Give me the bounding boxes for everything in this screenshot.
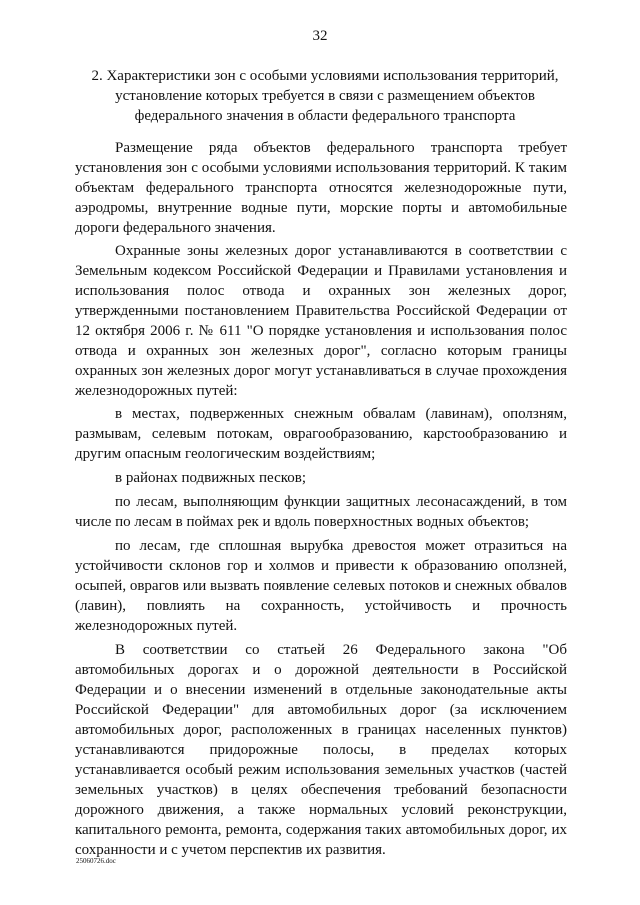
list-item-hazard-areas: в местах, подверженных снежным обвалам (лавинам), оползням, размывам, селевым потокам, оврагообразованию, карстообразованию и другим опасным геологическим воздействиям; [75, 406, 567, 462]
paragraph-roadside-strips: В соответствии со статьей 26 Федерального закона "Об автомобильных дорогах и о дорожной деятельности в Российской Федерации и о внесении изменений в отдельные законодательные акты Российской Федерации" для автомобильных дорог (за исключением автомобильных дорог, расположенных в границах населенных пунктов) устанавливаются придорожные полосы, в пределах которых устанавливается особый режим использования земельных участков (частей земельных участков) в целях обеспечения требований безопасности дорожного движения, а также нормальных условий реконструкции, капитального ремонта, ремонта, содержания таких автомобильных дорог, их сохранности и с учетом перспектив их развития. [75, 642, 567, 858]
list-item-clearcut-forests: по лесам, где сплошная вырубка древостоя может отразиться на устойчивости склонов гор и холмов и привести к образованию оползней, осыпей, оврагов или вызвать появление селевых потоков и снежных обвалов (лавин), повлиять на сохранность, устойчивость и прочность железнодорожных путей. [75, 538, 567, 634]
body-text [75, 138, 567, 863]
paragraph-railway-zones: Охранные зоны железных дорог устанавливаются в соответствии с Земельным кодексом Российской Федерации и Правилами установления и использования полос отвода и охранных зон железных дорог, утвержденными постановлением Правительства Российской Федерации от 12 октября 2006 г. № 611 "О порядке установления и использования полос отвода и охранных зон железных дорог", согласно которым границы охранных зон железных дорог могут устанавливаться в случае прохождения железнодорожных путей: [75, 243, 567, 399]
page-number: 32 [312, 28, 328, 44]
heading-line: установление которых требуется в связи с размещением объектов [115, 88, 535, 104]
heading-line: федерального значения в области федерального транспорта [134, 108, 516, 124]
list-item-moving-sands: в районах подвижных песков; [115, 470, 307, 486]
footer-doc-id: 25060726.doc [76, 857, 116, 865]
list-item-protective-forests: по лесам, выполняющим функции защитных лесонасаждений, в том числе по лесам в поймах рек и вдоль поверхностных водных объектов; [75, 494, 567, 530]
paragraph-intro: Размещение ряда объектов федерального транспорта требует установления зон с особыми условиями использования территорий. К таким объектам федерального транспорта относятся железнодорожные пути, аэродромы, внутренние водные пути, морские порты и автомобильные дороги федерального значения. [75, 140, 567, 236]
section-heading [80, 66, 570, 126]
heading-line: 2. Характеристики зон с особыми условиями использования территорий, [91, 68, 559, 84]
